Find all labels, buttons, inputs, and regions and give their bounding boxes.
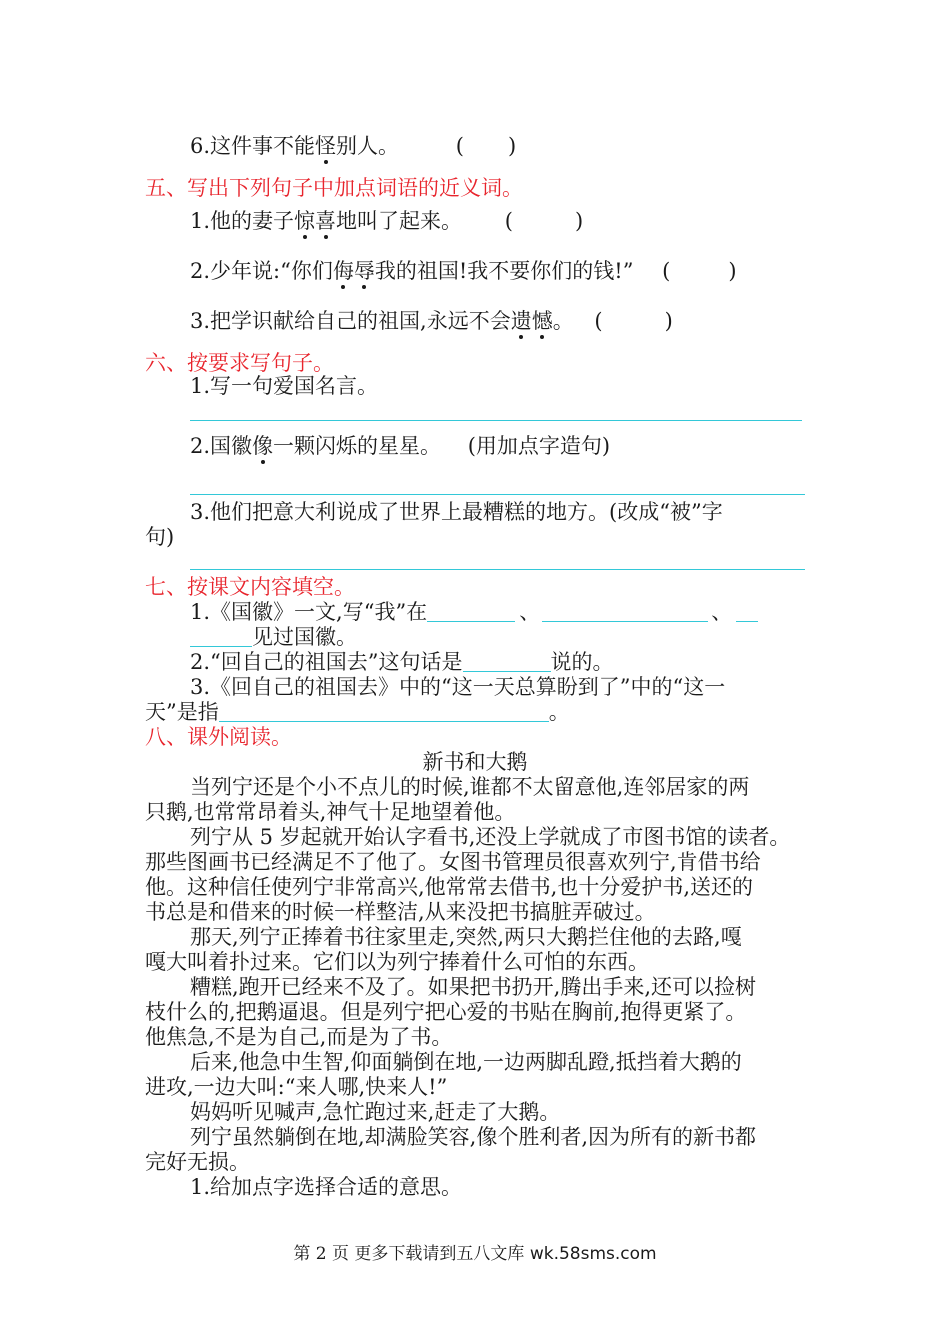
q8-question-1: 1.给加点字选择合适的意思。 xyxy=(190,1175,463,1199)
answer-line[interactable] xyxy=(190,420,802,421)
passage-line: 后来,他急中生智,仰面躺倒在地,一边两脚乱蹬,抵挡着大鹅的 xyxy=(190,1050,742,1074)
answer-paren-right: ) xyxy=(574,209,584,233)
answer-paren-right: ) xyxy=(507,134,517,158)
dotted-char: 憾 xyxy=(531,309,553,333)
dotted-char: 遗 xyxy=(510,309,532,333)
fill-blank[interactable] xyxy=(736,601,758,622)
fill-blank[interactable] xyxy=(542,601,708,622)
section-5-heading: 五、写出下列句子中加点词语的近义词。 xyxy=(145,176,523,200)
section-7-heading: 七、按课文内容填空。 xyxy=(145,575,355,599)
answer-paren-right: ) xyxy=(664,309,673,333)
fill-blank[interactable] xyxy=(190,626,252,647)
passage-line: 他焦急,不是为自己,而是为了书。 xyxy=(145,1025,453,1049)
passage-line: 他。这种信任使列宁非常高兴,他常常去借书,也十分爱护书,送还的 xyxy=(145,875,754,899)
q5-item-1: 1.他的妻子惊喜地叫了起来。 ( ) xyxy=(190,209,584,233)
dotted-char: 像 xyxy=(252,434,274,458)
passage-line: 那些图画书已经满足不了他了。女图书管理员很喜欢列宁,肯借书给 xyxy=(145,850,761,874)
section-6-heading: 六、按要求写句子。 xyxy=(145,351,334,375)
q6-item-3-line2: 句) xyxy=(145,525,175,549)
q7-item-3-line2: 天”是指 。 xyxy=(145,700,570,724)
dotted-char: 喜 xyxy=(315,209,337,233)
dotted-char: 惊 xyxy=(294,209,316,233)
passage-line: 列宁从 5 岁起就开始认字看书,还没上学就成了市图书馆的读者。 xyxy=(190,825,791,849)
dotted-char: 辱 xyxy=(353,259,375,283)
q7-item-1-line2: 见过国徽。 xyxy=(190,624,357,650)
passage-line: 枝什么的,把鹅逼退。但是列宁把心爱的书贴在胸前,抱得更紧了。 xyxy=(145,1000,747,1024)
q5-item-2: 2.少年说:“你们侮辱我的祖国!我不要你们的钱!” ( ) xyxy=(190,259,737,283)
q7-item-2: 2.“回自己的祖国去”这句话是 说的。 xyxy=(190,650,614,674)
answer-paren-right: ) xyxy=(728,259,737,283)
section-8-heading: 八、课外阅读。 xyxy=(145,725,292,749)
fill-blank[interactable] xyxy=(427,601,515,622)
dotted-char: 侮 xyxy=(332,259,354,283)
answer-paren-left: ( xyxy=(594,309,603,333)
reading-title: 新书和大鹅 xyxy=(422,750,528,774)
instruction-hint: (用加点字造句) xyxy=(467,434,611,458)
q5-item-3: 3.把学识献给自己的祖国,永远不会遗憾。 ( ) xyxy=(190,309,673,333)
q7-item-1-line1: 1.《国徽》一文,写“我”在 、 、 xyxy=(190,599,758,625)
q4-item-6: 6.这件事不能怪别人。 ( ) xyxy=(190,134,517,158)
passage-line: 当列宁还是个小不点儿的时候,谁都不太留意他,连邻居家的两 xyxy=(190,775,750,799)
dotted-char: 怪 xyxy=(315,134,337,158)
q6-item-2: 2.国徽像一颗闪烁的星星。 (用加点字造句) xyxy=(190,434,611,458)
passage-line: 嘎大叫着扑过来。它们以为列宁捧着什么可怕的东西。 xyxy=(145,950,649,974)
passage-line: 完好无损。 xyxy=(145,1150,250,1174)
passage-line: 列宁虽然躺倒在地,却满脸笑容,像个胜利者,因为所有的新书都 xyxy=(190,1125,757,1149)
q6-item-1: 1.写一句爱国名言。 xyxy=(190,374,379,398)
passage-line: 那天,列宁正捧着书往家里走,突然,两只大鹅拦住他的去路,嘎 xyxy=(190,925,742,949)
fill-blank[interactable] xyxy=(219,701,549,722)
q7-item-3-line1: 3.《回自己的祖国去》中的“这一天总算盼到了”中的“这一 xyxy=(190,675,726,699)
answer-line[interactable] xyxy=(190,569,805,570)
passage-line: 书总是和借来的时候一样整洁,从来没把书搞脏弄破过。 xyxy=(145,900,656,924)
passage-line: 进攻,一边大叫:“来人哪,快来人!” xyxy=(145,1075,448,1099)
fill-blank[interactable] xyxy=(463,651,551,672)
passage-line: 只鹅,也常常昂着头,神气十足地望着他。 xyxy=(145,800,516,824)
passage-line: 糟糕,跑开已经来不及了。如果把书扔开,腾出手来,还可以捡树 xyxy=(190,975,757,999)
passage-line: 妈妈听见喊声,急忙跑过来,赶走了大鹅。 xyxy=(190,1100,561,1124)
q6-item-3-line1: 3.他们把意大利说成了世界上最糟糕的地方。(改成“被”字 xyxy=(190,500,723,524)
answer-paren-left: ( xyxy=(455,134,464,158)
answer-paren-left: ( xyxy=(662,259,671,283)
footer-site-link[interactable]: wk.58sms.com xyxy=(529,1244,657,1264)
answer-line[interactable] xyxy=(190,494,805,495)
answer-paren-left: ( xyxy=(504,209,513,233)
page-footer: 第 2 页 更多下载请到五八文库 wk.58sms.com xyxy=(293,1244,657,1264)
